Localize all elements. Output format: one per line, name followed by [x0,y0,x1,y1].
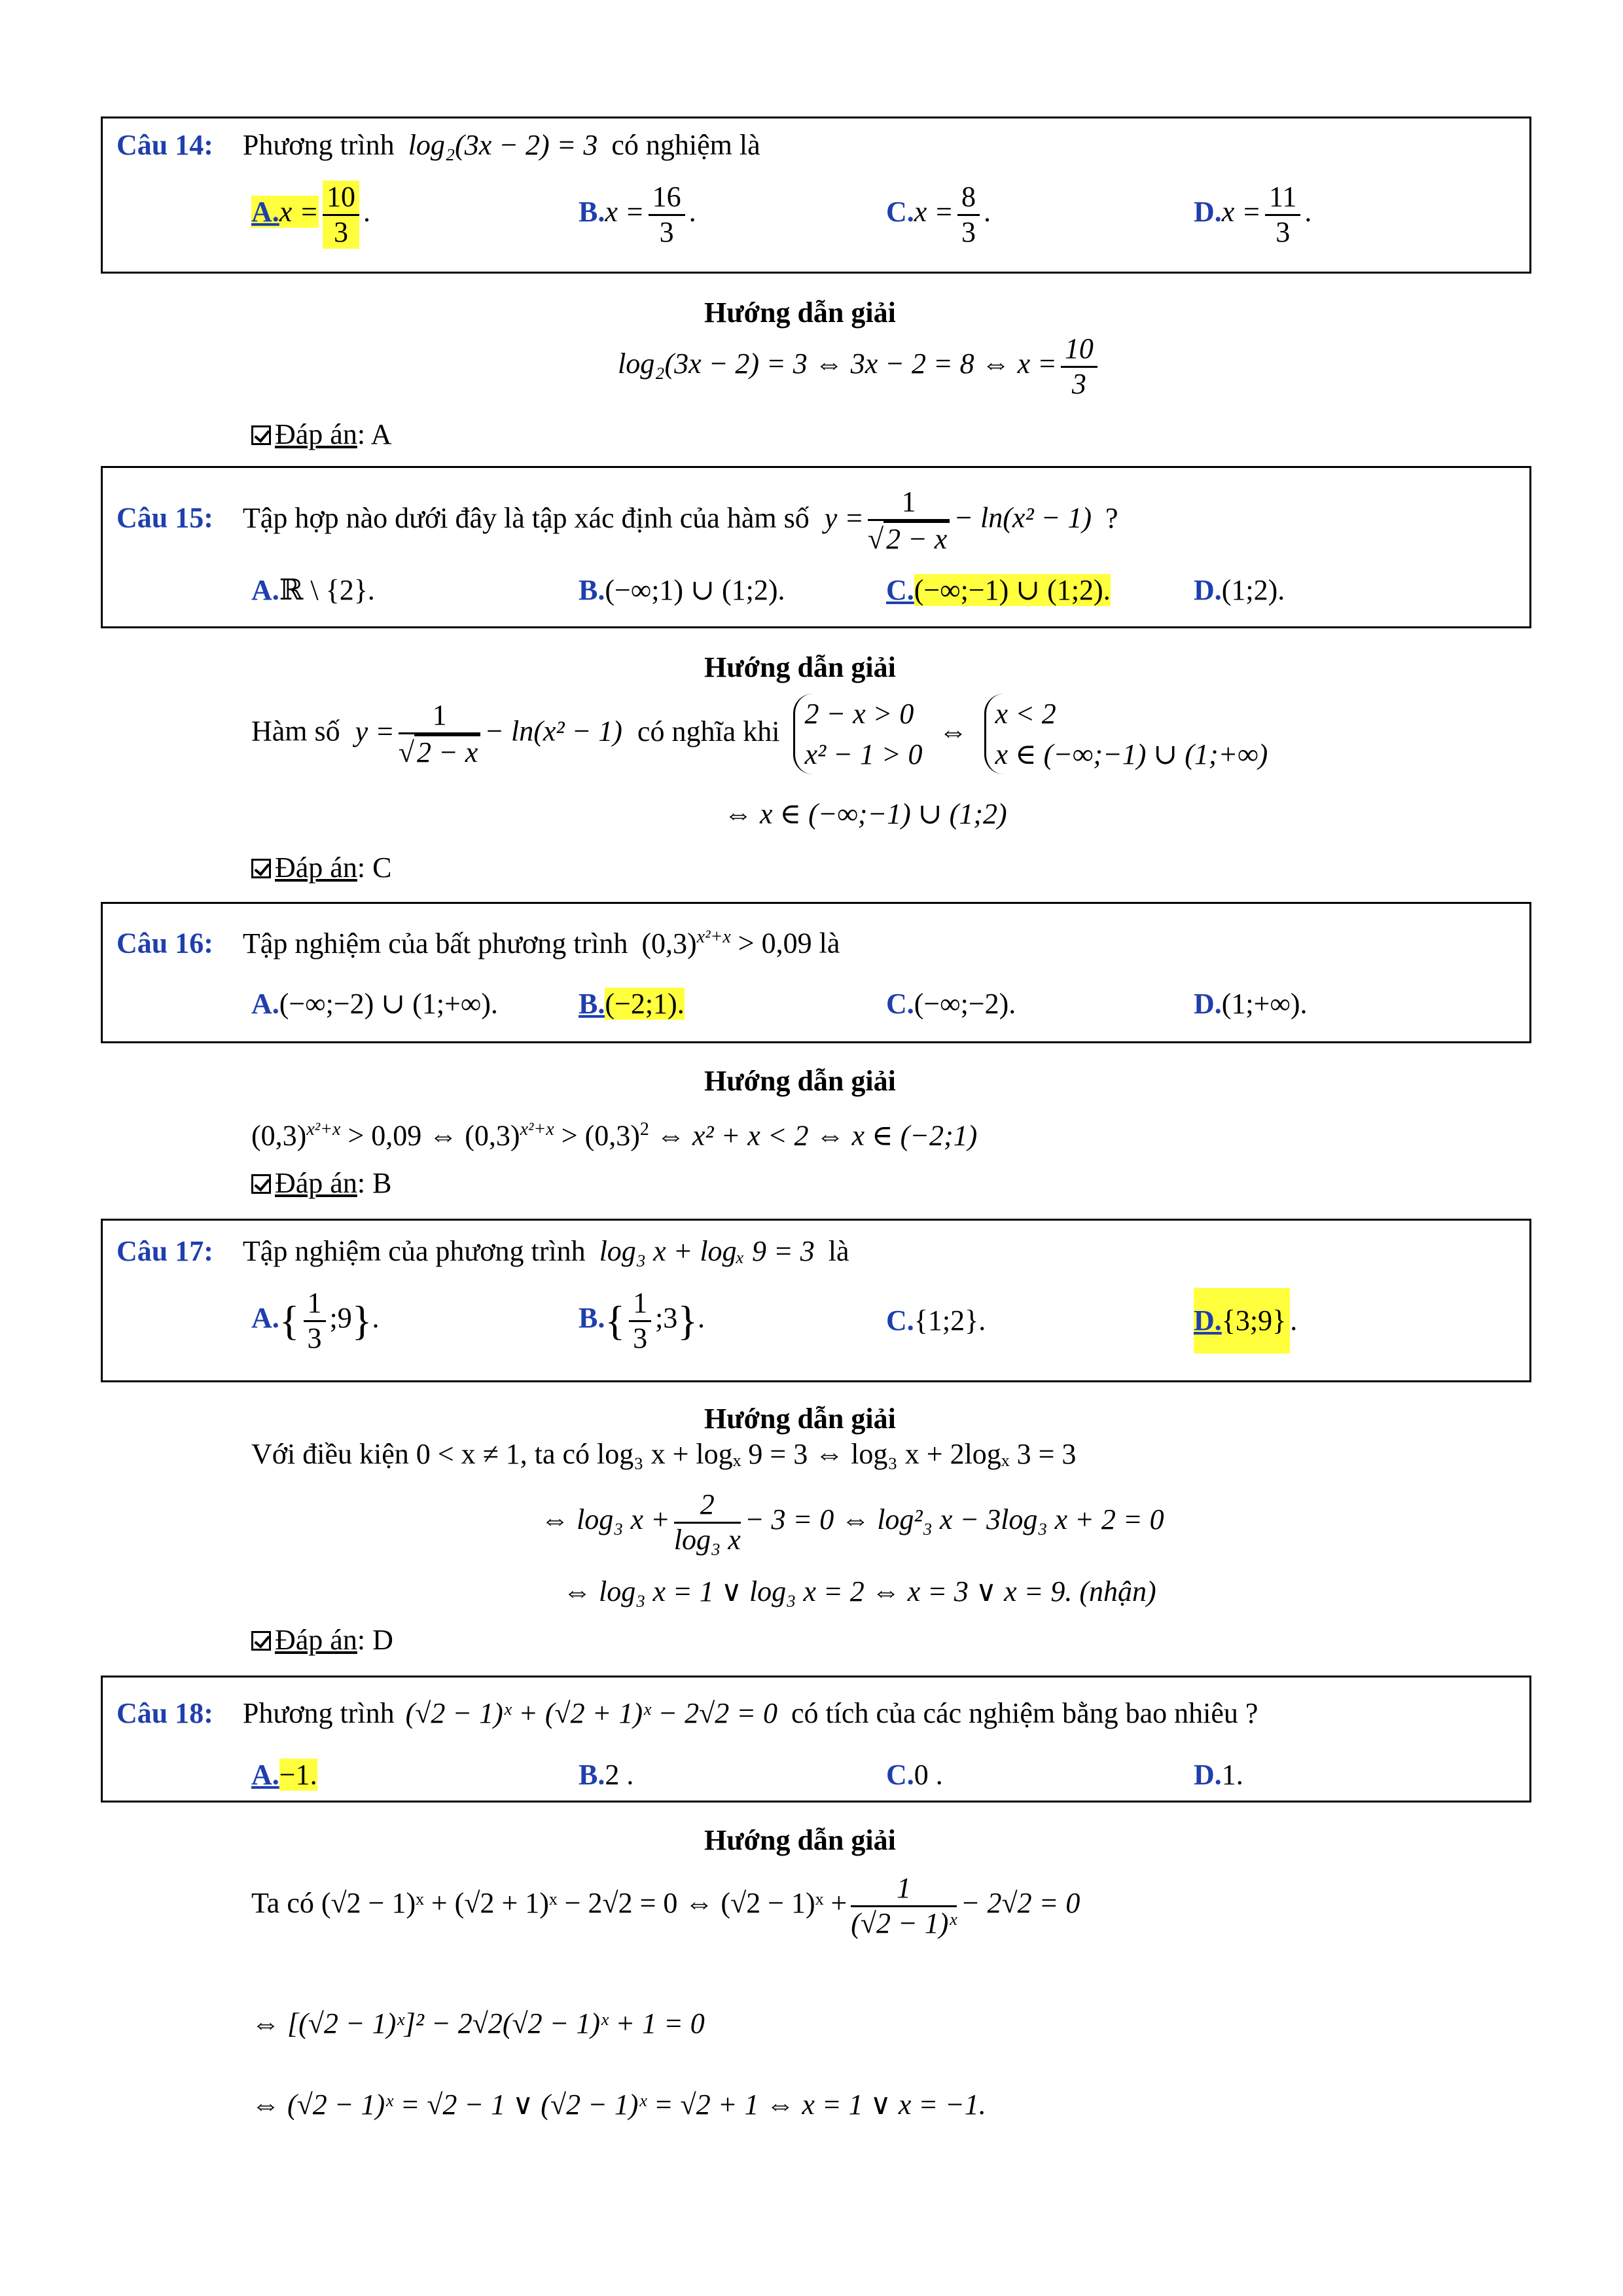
base: (0,3) [641,927,697,960]
option-value: ℝ \ {2}. [279,574,375,606]
option-letter: B. [579,574,605,606]
solution-text: > 0,09 ⇔ (0,3) [348,1119,520,1152]
question-text: Phương trình [242,129,395,161]
solution-line [251,1121,977,1151]
option-letter: D. [1194,196,1222,228]
question-text: Tập nghiệm của bất phương trình [242,927,628,960]
option-prefix: x = [605,196,645,228]
option-value: (−∞;−2). [914,988,1016,1020]
option-value: 0 . [914,1759,943,1791]
solution-line-2 [541,1488,1164,1556]
option-letter: D. [1194,988,1222,1020]
option-value: (−∞;−1) ∪ (1;2). [914,574,1111,606]
solution-line [618,332,1101,401]
option-suffix: . [984,196,991,228]
question-mark: ? [1105,501,1118,534]
solution-text: − 3 = 0 ⇔ log²₃ x − 3log₃ x + 2 = 0 [744,1503,1164,1536]
solution-text: Hàm số [251,715,340,747]
question-label: Câu 18: [116,1697,213,1729]
option-fraction: $\frac{11}{3}$ [1265,181,1300,249]
option-prefix: x = [279,196,319,228]
option-letter: D. [1194,574,1222,606]
option-value: (1;+∞). [1221,988,1308,1020]
option-a[interactable] [251,990,498,1018]
option-a[interactable] [251,1761,317,1789]
option-c[interactable] [886,181,991,249]
guide-heading: Hướng dẫn giải [704,651,896,683]
solution-text: > (0,3) [561,1119,640,1152]
question-equation: log₃ x + logₓ 9 = 3 [599,1235,815,1267]
question-18 [116,1699,1258,1728]
function-fraction: $\frac{1}{√2 - x}$ [399,699,480,769]
option-b[interactable] [579,181,696,249]
solution-text: log₂(3x − 2) = 3 ⇔ 3x − 2 = 8 ⇔ x = [618,348,1057,380]
function-fraction: $\frac{1}{√2 - x}$ [868,486,950,556]
answer-label: Đáp án [275,1624,357,1656]
answer-label: Đáp án [275,1167,357,1199]
question-label: Câu 14: [116,129,213,161]
option-suffix: . [1304,196,1312,228]
answer-value: : D [357,1624,393,1656]
option-c[interactable] [886,1761,943,1789]
option-value: ;9 [329,1302,352,1335]
solution-text: ⇔ x² + x < 2 ⇔ x ∈ (−2;1) [656,1119,978,1152]
option-letter: B. [579,196,605,228]
answer-label: Đáp án [275,418,357,450]
question-text: Tập nghiệm của phương trình [242,1235,586,1267]
option-b[interactable] [579,990,685,1018]
option-letter: B. [579,1759,605,1791]
option-value: {3;9} [1221,1304,1287,1336]
check-box-icon [251,859,271,878]
option-letter: A. [251,1302,279,1335]
function-rest: − ln(x² − 1) [954,501,1092,534]
option-d[interactable] [1194,990,1308,1018]
answer-line [251,1166,391,1200]
question-label: Câu 16: [116,927,213,960]
answer-value: : A [357,418,392,450]
option-prefix: x = [1221,196,1262,228]
answer-value: : C [357,852,392,884]
guide-heading: Hướng dẫn giải [704,1403,896,1435]
answer-line [251,418,391,451]
option-value: 1. [1221,1759,1243,1791]
option-letter: B. [579,988,605,1020]
option-letter: C. [886,1759,914,1791]
solution-line-2: ⇔ x ∈ (−∞;−1) ∪ (1;2) [724,798,1007,830]
option-b[interactable]: B.{ $\frac{1}{3}$ ;3}. [579,1287,705,1354]
option-suffix: . [363,196,371,228]
question-17 [116,1237,849,1266]
solution-line-1: Với điều kiện 0 < x ≠ 1, ta có log₃ x + logₓ 9 = 3 ⇔ log₃ x + 2logₓ 3 = 3 [251,1438,1077,1470]
answer-value: : B [357,1167,392,1199]
question-tail: là [828,1235,849,1267]
option-fraction: $\frac{8}{3}$ [957,181,980,249]
solution-fraction: $\frac{10}{3}$ [1061,332,1097,401]
answer-line [251,851,391,884]
exponent: 2 [639,1119,649,1139]
option-value: (1;2). [1221,574,1285,606]
exponent: x²+x [520,1119,554,1139]
option-fraction: $\frac{1}{3}$ [629,1287,651,1355]
option-a[interactable] [251,181,370,249]
condition-system-2: x < 2 x ∈ (−∞;−1) ∪ (1;+∞) [984,694,1268,774]
option-letter: D. [1194,1759,1222,1791]
option-fraction: $\frac{10}{3}$ [323,181,359,249]
solution-text: − 2√2 = 0 [960,1887,1080,1920]
question-tail: có tích của các nghiệm bằng bao nhiêu ? [791,1697,1258,1729]
option-c[interactable] [886,1306,986,1335]
option-letter: A. [251,196,279,228]
option-prefix: x = [914,196,954,228]
option-value: −1. [279,1759,317,1791]
option-letter: C. [886,574,914,606]
exponent: x²+x [306,1119,341,1139]
question-15 [116,486,1118,556]
question-16 [116,928,840,958]
option-value: 2 . [605,1759,634,1791]
option-letter: B. [579,1302,605,1335]
solution-line-1 [251,1872,1080,1940]
option-letter: A. [251,988,279,1020]
option-d[interactable] [1194,576,1285,605]
solution-fraction: $\frac{1}{\text{(√2 − 1)ˣ}}$ [851,1872,957,1939]
option-b[interactable] [579,576,785,605]
answer-label: Đáp án [275,852,357,884]
answer-line [251,1623,393,1657]
option-d[interactable] [1194,181,1311,249]
function-y: y = [824,501,864,534]
option-letter: A. [251,574,279,606]
iff-symbol: ⇔ [938,715,968,747]
solution-line-3: ⇔ (√2 − 1)ˣ = √2 − 1 ∨ (√2 − 1)ˣ = √2 + 1 ⇔ x = 1 ∨ x = −1. [251,2089,986,2121]
option-fraction: $\frac{1}{3}$ [304,1287,326,1355]
check-box-icon [251,425,271,445]
option-value: (−∞;−2) ∪ (1;+∞). [279,988,498,1020]
solution-fraction: $\frac{2}{\text{log₃ x}}$ [673,1488,741,1556]
solution-base: (0,3) [251,1119,307,1152]
function-rest: − ln(x² − 1) [484,715,622,747]
question-tail: có nghiệm là [611,129,760,161]
solution-text: ⇔ log₃ x + [541,1503,670,1536]
option-d[interactable]: D.{3;9} . [1194,1288,1297,1354]
solution-line-3: ⇔ log₃ x = 1 ∨ log₃ x = 2 ⇔ x = 3 ∨ x = 9. (nhận) [563,1575,1156,1607]
option-value: ;3 [655,1302,678,1335]
solution-line-1 [251,694,1268,774]
check-box-icon [251,1631,271,1651]
option-a[interactable] [251,576,375,605]
check-box-icon [251,1174,271,1194]
option-letter: C. [886,196,914,228]
question-equation: log₂(3x − 2) = 3 [408,129,598,161]
option-c[interactable] [886,990,1016,1018]
question-text: Phương trình [242,1697,395,1729]
question-text: Tập hợp nào dưới đây là tập xác định của hàm số [242,501,810,534]
question-label: Câu 15: [116,501,213,534]
guide-heading: Hướng dẫn giải [704,1824,896,1856]
solution-text: Ta có (√2 − 1)ˣ + (√2 + 1)ˣ − 2√2 = 0 ⇔ (√2 − 1)ˣ + [251,1887,847,1920]
option-a[interactable]: A.{ $\frac{1}{3}$ ;9}. [251,1287,380,1354]
option-letter: C. [886,1304,914,1336]
option-value: {1;2}. [914,1304,986,1336]
question-tail: > 0,09 là [738,927,840,960]
option-fraction: $\frac{16}{3}$ [649,181,685,249]
guide-heading: Hướng dẫn giải [704,296,896,329]
question-14 [116,131,760,160]
option-c[interactable] [886,576,1111,605]
condition-system: 2 − x > 0 x² − 1 > 0 [793,694,922,774]
solution-line-2: ⇔ [(√2 − 1)ˣ]² − 2√2(√2 − 1)ˣ + 1 = 0 [251,2007,705,2039]
option-value: (−∞;1) ∪ (1;2). [605,574,785,606]
function-y: y = [355,715,395,747]
option-value: (−2;1). [605,988,685,1020]
option-letter: C. [886,988,914,1020]
option-b[interactable] [579,1761,633,1789]
question-equation: (√2 − 1)ˣ + (√2 + 1)ˣ − 2√2 = 0 [405,1697,777,1729]
exponent: x²+x [696,927,731,947]
solution-text: có nghĩa khi [637,715,780,747]
option-suffix: . [688,196,696,228]
question-label: Câu 17: [116,1235,213,1267]
option-d[interactable] [1194,1761,1243,1789]
question-16-box [101,902,1531,1043]
option-letter: A. [251,1759,279,1791]
option-letter: D. [1194,1304,1222,1336]
guide-heading: Hướng dẫn giải [704,1065,896,1097]
